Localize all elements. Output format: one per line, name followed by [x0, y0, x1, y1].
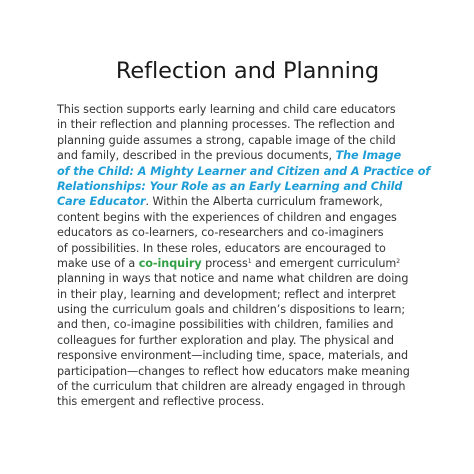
paragraph-line	[57, 271, 434, 286]
paragraph-line	[57, 364, 434, 379]
co-inquiry-term: co-inquiry	[138, 256, 202, 270]
paragraph-line	[57, 241, 434, 256]
page-title: Reflection and Planning	[115, 58, 380, 84]
footnote-ref-1[interactable]: 1	[247, 257, 252, 265]
paragraph-line	[57, 102, 434, 117]
line-text: This section supports early learning and child care educators	[57, 103, 396, 116]
document-title-link[interactable]: Relationships: Your Role as an Early Learning and Child	[57, 179, 403, 193]
line-text: responsive environment—including time, space, materials, and	[57, 349, 409, 363]
document-title-link[interactable]: Care Educator	[57, 195, 146, 209]
line-text: content begins with the experiences of children and engages	[57, 210, 397, 224]
line-text: make use of a	[57, 256, 139, 270]
paragraph-line	[57, 302, 434, 317]
paragraph-line	[57, 117, 434, 132]
line-text: planning in ways that notice and name what children are doing	[57, 272, 409, 286]
paragraph-line	[57, 348, 434, 363]
paragraph-line	[57, 379, 434, 394]
line-text: process	[201, 256, 248, 270]
document-title-link[interactable]: The Image	[335, 149, 402, 163]
footnote-ref-2[interactable]: 2	[396, 257, 401, 265]
line-text: this emergent and reflective process.	[57, 395, 265, 409]
paragraph-line	[57, 133, 434, 148]
line-text: of possibilities. In these roles, educators are encouraged to	[57, 241, 386, 255]
paragraph-line	[57, 317, 434, 332]
paragraph-line	[57, 394, 434, 409]
line-text: in their play, learning and development; reflect and interpret	[57, 287, 396, 301]
body-paragraph	[57, 102, 434, 410]
paragraph-line	[57, 256, 434, 271]
line-text: colleagues for further exploration and play. The physical and	[57, 333, 394, 347]
paragraph-line	[57, 148, 434, 163]
paragraph-line	[57, 210, 434, 225]
line-text: . Within the Alberta curriculum framework,	[145, 195, 383, 209]
line-text: and then, co-imagine possibilities with children, families and	[57, 318, 394, 332]
paragraph-line	[57, 164, 434, 179]
paragraph-line	[57, 179, 434, 194]
line-text: in their reflection and planning processes. The reflection and	[57, 118, 395, 132]
line-text: planning guide assumes a strong, capable image of the child	[57, 133, 396, 147]
paragraph-line	[57, 287, 434, 302]
document-title-link[interactable]: of the Child: A Mighty Learner and Citizen and A Practice of	[57, 164, 431, 178]
paragraph-line	[57, 225, 434, 240]
paragraph-line	[57, 333, 434, 348]
line-text: of the curriculum that children are already engaged in through	[57, 380, 406, 394]
line-text: educators as co-learners, co-researchers and co-imaginers	[57, 226, 384, 240]
line-text: and family, described in the previous documents,	[57, 149, 336, 163]
line-text: using the curriculum goals and children’s dispositions to learn;	[57, 303, 406, 317]
line-text: participation—changes to reflect how educators make meaning	[57, 364, 410, 378]
paragraph-line	[57, 194, 434, 209]
line-text: and emergent curriculum	[251, 256, 397, 270]
